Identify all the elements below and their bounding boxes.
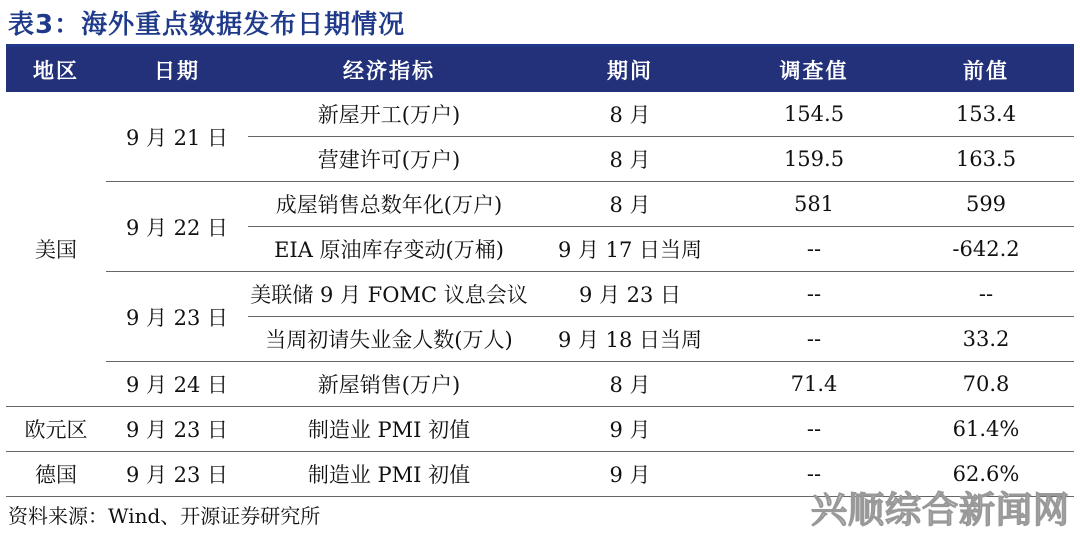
header-row — [6, 47, 1074, 92]
survey-cell: 71.4 — [730, 362, 898, 407]
prev-cell: 70.8 — [898, 362, 1074, 407]
header-region: 地区 — [6, 47, 106, 92]
indicator-cell: 制造业 PMI 初值 — [248, 407, 530, 452]
table-row — [6, 182, 1074, 227]
prev-cell: 33.2 — [898, 317, 1074, 362]
period-cell: 9 月 17 日当周 — [530, 227, 730, 272]
period-cell: 8 月 — [530, 362, 730, 407]
table-row — [6, 92, 1074, 137]
release-schedule-table — [6, 47, 1074, 497]
date-cell: 9 月 23 日 — [106, 452, 248, 497]
survey-cell: 154.5 — [730, 92, 898, 137]
prev-cell: 153.4 — [898, 92, 1074, 137]
date-cell: 9 月 23 日 — [106, 272, 248, 362]
table-row — [6, 407, 1074, 452]
period-cell: 8 月 — [530, 92, 730, 137]
period-cell: 8 月 — [530, 182, 730, 227]
table-row — [6, 272, 1074, 317]
survey-cell: -- — [730, 452, 898, 497]
region-cell: 欧元区 — [6, 407, 106, 452]
prev-cell: 62.6% — [898, 452, 1074, 497]
table-title: 表3：海外重点数据发布日期情况 — [8, 10, 406, 40]
period-cell: 9 月 — [530, 452, 730, 497]
source-note: 资料来源：Wind、开源证券研究所 — [8, 504, 321, 528]
indicator-cell: 当周初请失业金人数(万人) — [248, 317, 530, 362]
period-cell: 9 月 — [530, 407, 730, 452]
indicator-cell: 制造业 PMI 初值 — [248, 452, 530, 497]
region-cell: 德国 — [6, 452, 106, 497]
indicator-cell: 新屋开工(万户) — [248, 92, 530, 137]
indicator-cell: 营建许可(万户) — [248, 137, 530, 182]
date-cell: 9 月 22 日 — [106, 182, 248, 272]
watermark: 兴顺综合新闻网 — [810, 490, 1070, 531]
header-indicator: 经济指标 — [248, 47, 530, 92]
header-survey: 调查值 — [730, 47, 898, 92]
date-cell: 9 月 21 日 — [106, 92, 248, 182]
survey-cell: 159.5 — [730, 137, 898, 182]
indicator-cell: EIA 原油库存变动(万桶) — [248, 227, 530, 272]
period-cell: 9 月 23 日 — [530, 272, 730, 317]
indicator-cell: 美联储 9 月 FOMC 议息会议 — [248, 272, 530, 317]
survey-cell: -- — [730, 272, 898, 317]
period-cell: 9 月 18 日当周 — [530, 317, 730, 362]
date-cell: 9 月 24 日 — [106, 362, 248, 407]
table-row — [6, 362, 1074, 407]
survey-cell: 581 — [730, 182, 898, 227]
region-cell: 美国 — [6, 92, 106, 407]
header-date: 日期 — [106, 47, 248, 92]
indicator-cell: 成屋销售总数年化(万户) — [248, 182, 530, 227]
survey-cell: -- — [730, 407, 898, 452]
header-prev: 前值 — [898, 47, 1074, 92]
header-period: 期间 — [530, 47, 730, 92]
survey-cell: -- — [730, 317, 898, 362]
prev-cell: 599 — [898, 182, 1074, 227]
indicator-cell: 新屋销售(万户) — [248, 362, 530, 407]
prev-cell: 163.5 — [898, 137, 1074, 182]
survey-cell: -- — [730, 227, 898, 272]
date-cell: 9 月 23 日 — [106, 407, 248, 452]
prev-cell: -642.2 — [898, 227, 1074, 272]
prev-cell: 61.4% — [898, 407, 1074, 452]
period-cell: 8 月 — [530, 137, 730, 182]
prev-cell: -- — [898, 272, 1074, 317]
